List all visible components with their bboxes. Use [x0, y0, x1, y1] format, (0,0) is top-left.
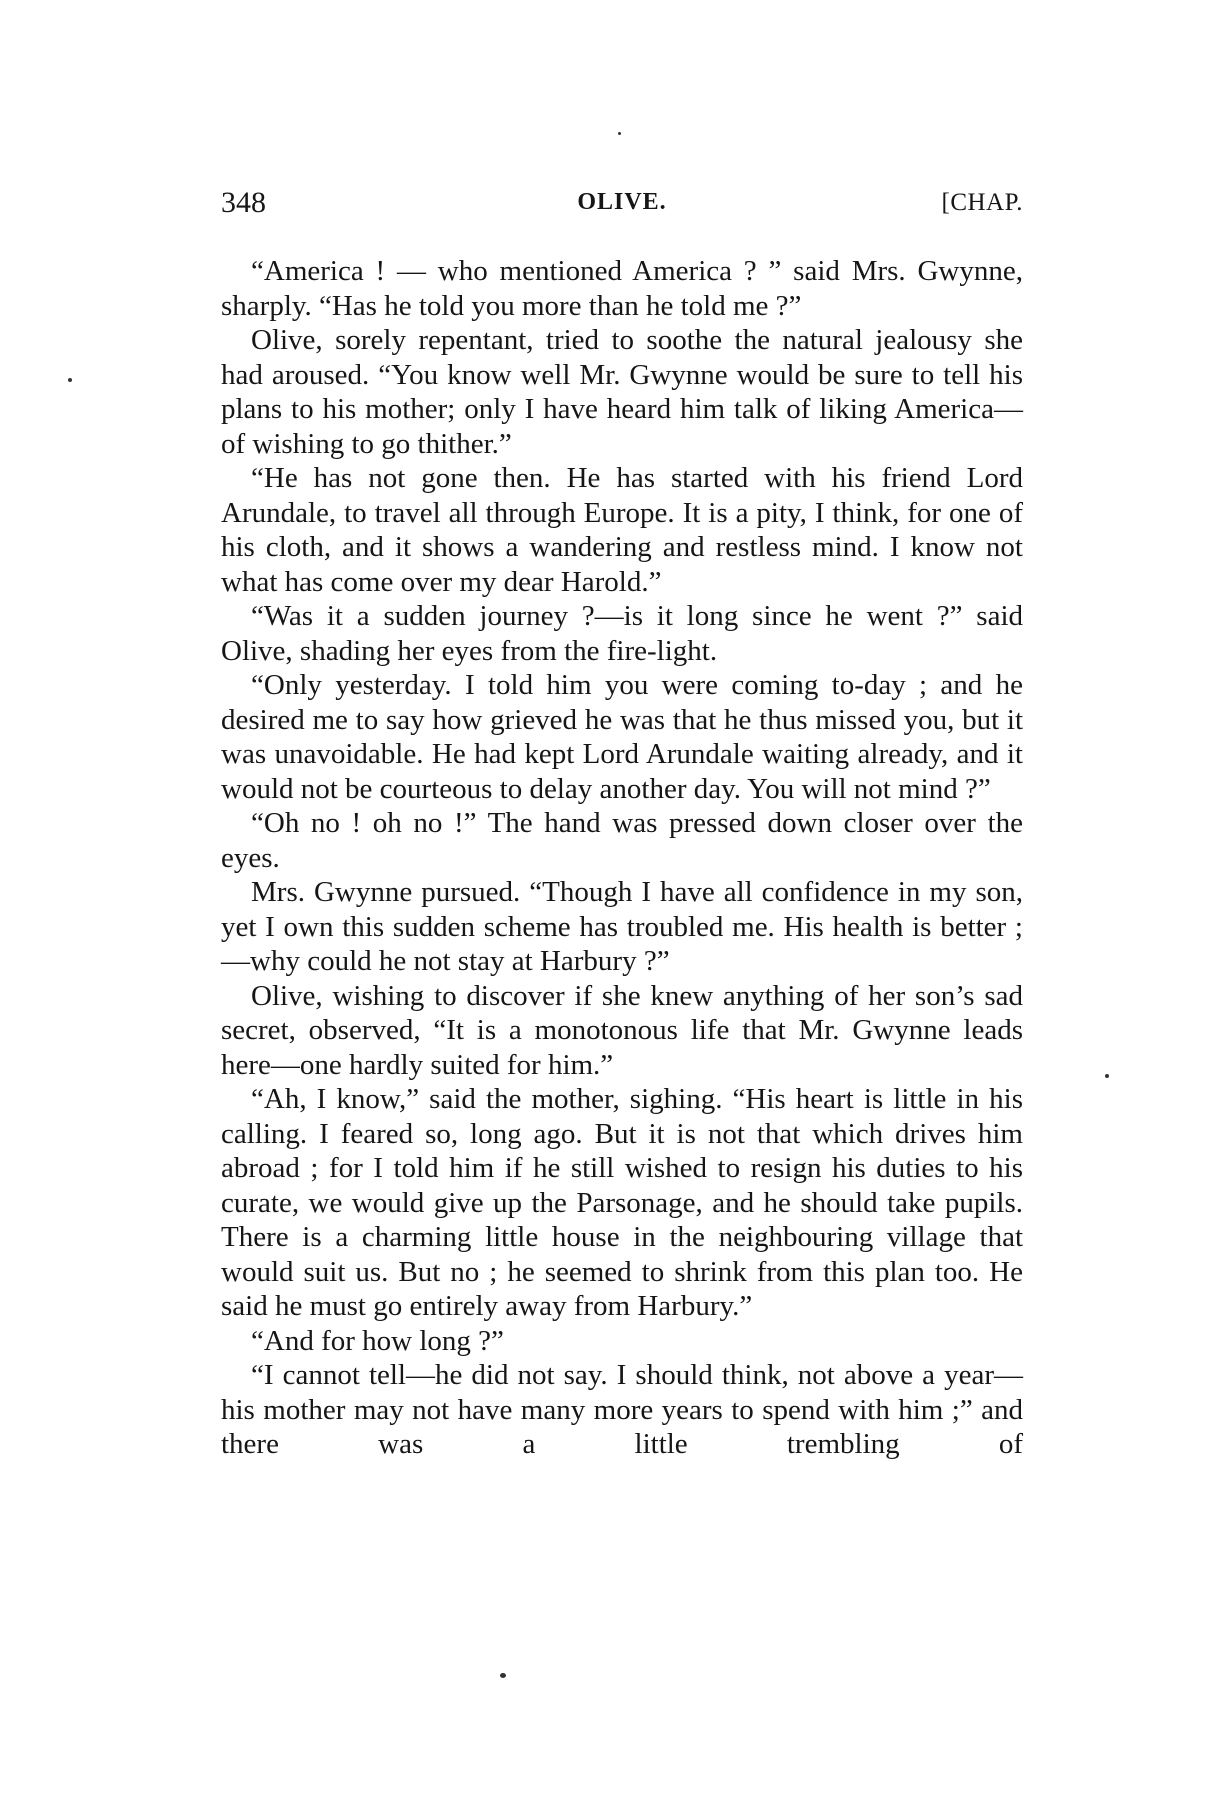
paragraph: Olive, wishing to discover if she knew anything of her son’s sad secret, observed, “It is a monotonous life that Mr. Gwynne leads here—one hardly suited for him.”	[221, 979, 1023, 1081]
running-head	[221, 186, 1023, 230]
paragraph: “Was it a sudden journey ?—is it long since he went ?” said Olive, shading her eyes from the fire-light.	[221, 600, 1023, 667]
paragraph: “America ! — who mentioned America ? ” said Mrs. Gwynne, sharply. “Has he told you more than he told me ?”	[221, 255, 1023, 322]
scan-speck	[618, 132, 621, 135]
paragraph: “Only yesterday. I told him you were coming to-day ; and he desired me to say how grieved he was that he thus missed you, but it was unavoidable. He had kept Lord Arundale waiting already, and it would not be courteous to delay another day. You will not mind ?”	[221, 669, 1023, 805]
paragraph: “He has not gone then. He has started with his friend Lord Arundale, to travel all through Europe. It is a pity, I think, for one of his cloth, and it shows a wandering and restless mind. I know not what has come over my dear Harold.”	[221, 462, 1023, 598]
paragraph: Mrs. Gwynne pursued. “Though I have all confidence in my son, yet I own this sudden scheme has troubled me. His health is better ;—why could he not stay at Harbury ?”	[221, 876, 1023, 977]
scan-speck	[1105, 1074, 1109, 1078]
paragraph: “Oh no ! oh no !” The hand was pressed down closer over the eyes.	[221, 807, 1023, 874]
chapter-label: [CHAP.	[941, 189, 1023, 216]
paragraph: “And for how long ?”	[251, 1324, 504, 1357]
paragraph: “I cannot tell—he did not say. I should think, not above a year—his mother may not have many more years to spend with him ;” and there was a little trembling of	[221, 1359, 1023, 1460]
running-title: OLIVE.	[577, 189, 667, 215]
paragraph: “Ah, I know,” said the mother, sighing. “His heart is little in his calling. I feared so, long ago. But it is not that which drives him abroad ; for I told him if he still wished to resign his duties to his curate, we would give up the Parsonage, and he should take pupils. There is a charming little house in the neighbouring village that would suit us. But no ; he seemed to shrink from this plan too. He said he must go entirely away from Harbury.”	[221, 1083, 1023, 1322]
page-number: 348	[221, 186, 266, 219]
scan-speck	[68, 378, 72, 382]
body-text	[221, 254, 1023, 1462]
scan-speck	[500, 1673, 506, 1678]
paragraph: Olive, sorely repentant, tried to soothe the natural jealousy she had aroused. “You know well Mr. Gwynne would be sure to tell his plans to his mother; only I have heard him talk of liking America—of wishing to go thither.”	[221, 324, 1023, 460]
